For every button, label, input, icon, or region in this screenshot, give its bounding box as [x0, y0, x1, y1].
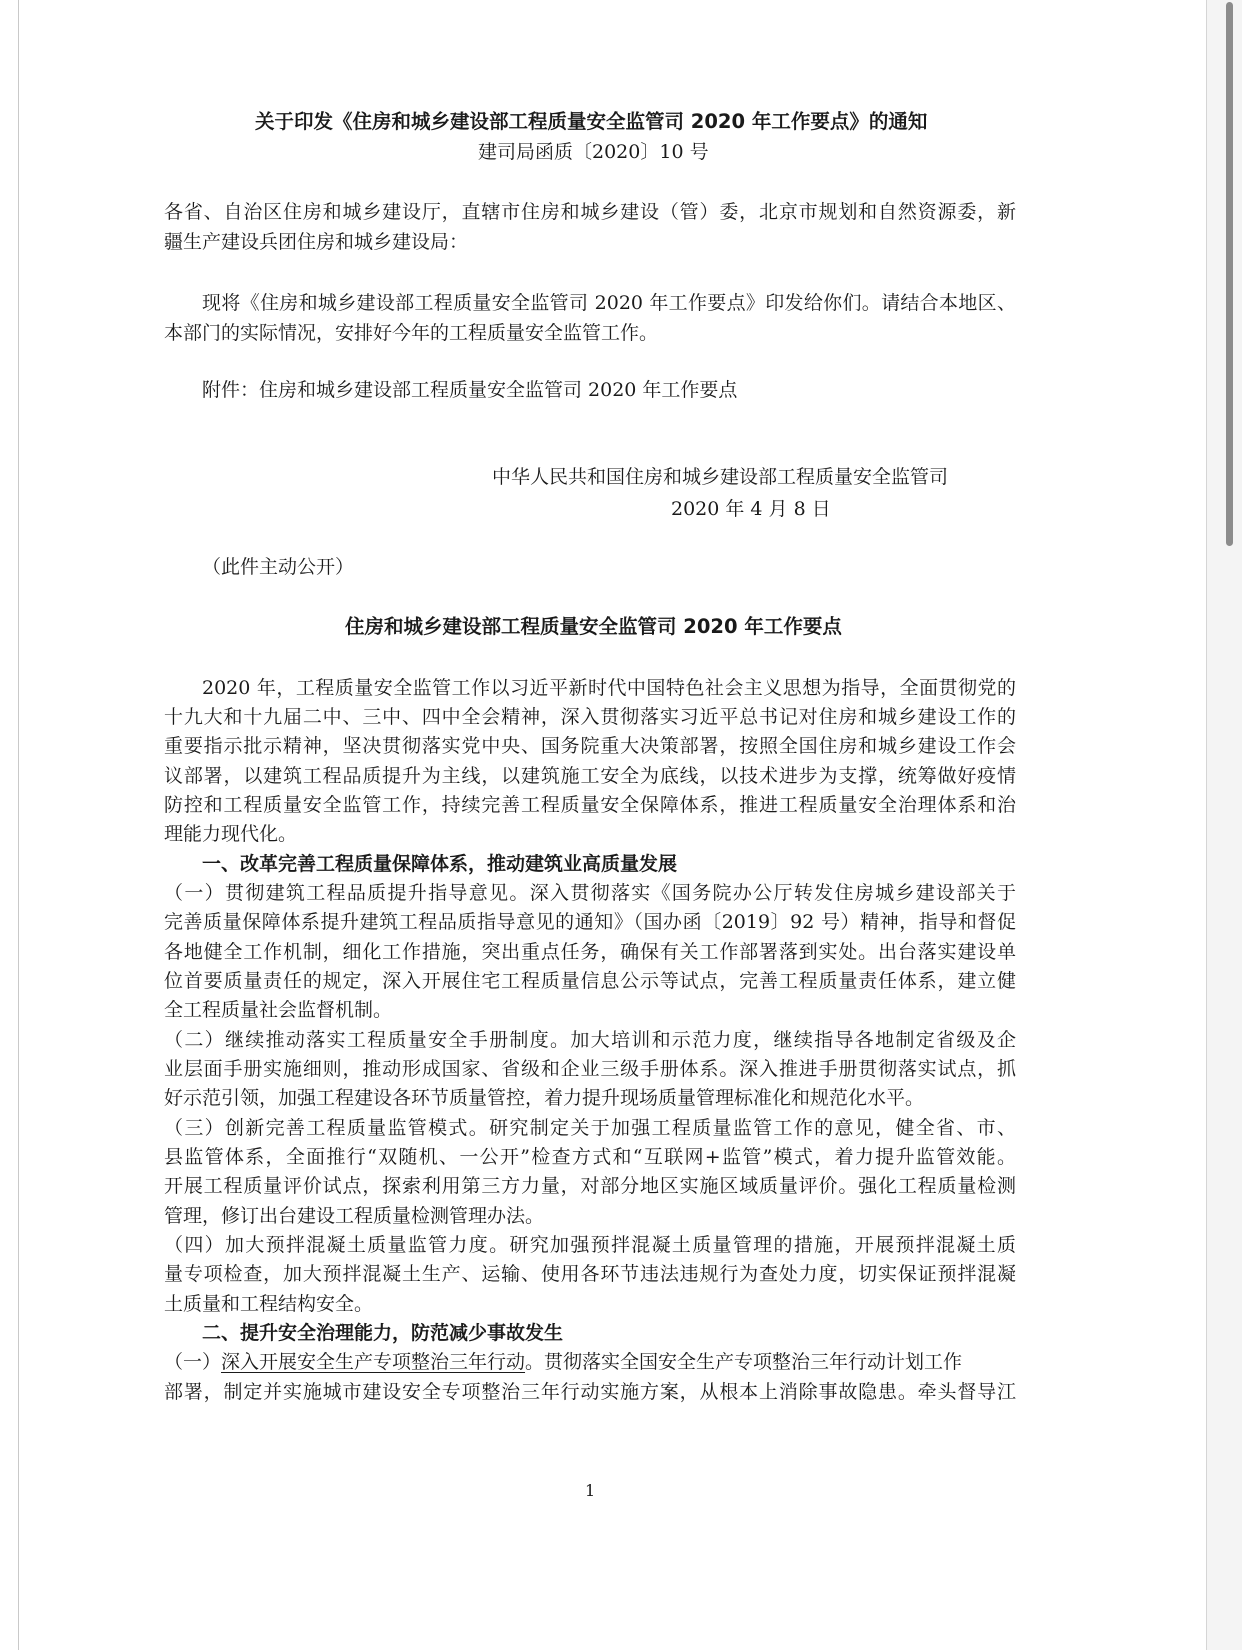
addressee-line-1: 各省、自治区住房和城乡建设厅，直辖市住房和城乡建设（管）委，北京市规划和自然资源委，新 — [164, 201, 1016, 223]
page-number: 1 — [585, 1481, 596, 1500]
body-line: 理能力现代化。 — [164, 823, 298, 845]
body-line: 重要指示批示精神，坚决贯彻落实党中央、国务院重大决策部署，按照全国住房和城乡建设工作会 — [164, 735, 1016, 757]
body-line: 十九大和十九届二中、三中、四中全会精神，深入贯彻落实习近平总书记对住房和城乡建设工作的 — [164, 706, 1016, 728]
disclosure-note: （此件主动公开） — [202, 556, 355, 578]
section-heading-2: 二、提升安全治理能力，防范减少事故发生 — [202, 1322, 564, 1344]
underlined-phrase: 深入开展安全生产专项整治三年行动 — [221, 1351, 526, 1373]
issue-date: 2020 年 4 月 8 日 — [671, 498, 831, 520]
intro-line-2: 本部门的实际情况，安排好今年的工程质量安全监管工作。 — [164, 322, 659, 344]
body-line: 防控和工程质量安全监管工作，持续完善工程质量安全保障体系，推进工程质量安全治理体系和治 — [164, 794, 1016, 816]
body-line: 好示范引领，加强工程建设各环节质量管控，着力提升现场质量管理标准化和规范化水平。 — [164, 1087, 925, 1109]
body-line: （二）继续推动落实工程质量安全手册制度。加大培训和示范力度，继续指导各地制定省级及企 — [164, 1029, 1016, 1051]
issuer-name: 中华人民共和国住房和城乡建设部工程质量安全监管司 — [492, 466, 949, 488]
item-rest: 。贯彻落实全国安全生产专项整治三年行动计划工作 — [525, 1351, 963, 1373]
body-line: 业层面手册实施细则，推动形成国家、省级和企业三级手册体系。深入推进手册贯彻落实试点，抓 — [164, 1058, 1016, 1080]
body-line: 议部署，以建筑工程品质提升为主线，以建筑施工安全为底线，以技术进步为支撑，统筹做好疫情 — [164, 765, 1016, 787]
document-title: 关于印发《住房和城乡建设部工程质量安全监管司 2020 年工作要点》的通知 — [255, 110, 928, 133]
body-line: 2020 年，工程质量安全监管工作以习近平新时代中国特色社会主义思想为指导，全面贯彻党的 — [202, 677, 1016, 699]
body-line: 全工程质量社会监督机制。 — [164, 999, 393, 1021]
intro-line-1: 现将《住房和城乡建设部工程质量安全监管司 2020 年工作要点》印发给你们。请结合本地区、 — [202, 292, 1016, 314]
body-line: （一）贯彻建筑工程品质提升指导意见。深入贯彻落实《国务院办公厅转发住房城乡建设部关于 — [164, 882, 1016, 904]
body-line: 管理，修订出台建设工程质量检测管理办法。 — [164, 1205, 545, 1227]
attachment-line: 附件：住房和城乡建设部工程质量安全监管司 2020 年工作要点 — [202, 379, 738, 401]
body-line: 土质量和工程结构安全。 — [164, 1293, 374, 1315]
section-heading-1: 一、改革完善工程质量保障体系，推动建筑业高质量发展 — [202, 853, 678, 875]
body-line: 部署，制定并实施城市建设安全专项整治三年行动实施方案，从根本上消除事故隐患。牵头督导江 — [164, 1381, 1016, 1403]
document-page — [19, 0, 1206, 1650]
body-line: （四）加大预拌混凝土质量监管力度。研究加强预拌混凝土质量管理的措施，开展预拌混凝土质 — [164, 1234, 1016, 1256]
body-line: 县监管体系，全面推行“双随机、一公开”检查方式和“互联网+监管”模式，着力提升监管效能。 — [164, 1146, 1016, 1168]
body-line: 开展工程质量评价试点，探索利用第三方力量，对部分地区实施区域质量评价。强化工程质量检测 — [164, 1175, 1016, 1197]
body-line: 量专项检查，加大预拌混凝土生产、运输、使用各环节违法违规行为查处力度，切实保证预拌混凝 — [164, 1263, 1016, 1285]
body-line: 位首要质量责任的规定，深入开展住宅工程质量信息公示等试点，完善工程质量责任体系，建立健 — [164, 970, 1016, 992]
body-line: 各地健全工作机制，细化工作措施，突出重点任务，确保有关工作部署落到实处。出台落实建设单 — [164, 941, 1016, 963]
body-line: 完善质量保障体系提升建筑工程品质指导意见的通知》（国办函〔2019〕92 号）精神，指导和督促 — [164, 911, 1016, 933]
attachment-title: 住房和城乡建设部工程质量安全监管司 2020 年工作要点 — [345, 615, 842, 638]
item-lead: （一） — [164, 1351, 222, 1373]
scrollbar-thumb[interactable] — [1226, 2, 1233, 546]
body-line-underlined — [164, 1347, 962, 1377]
addressee-line-2: 疆生产建设兵团住房和城乡建设局： — [164, 231, 469, 253]
document-number: 建司局函质〔2020〕10 号 — [478, 141, 709, 163]
body-line: （三）创新完善工程质量监管模式。研究制定关于加强工程质量监管工作的意见，健全省、市、 — [164, 1117, 1016, 1139]
